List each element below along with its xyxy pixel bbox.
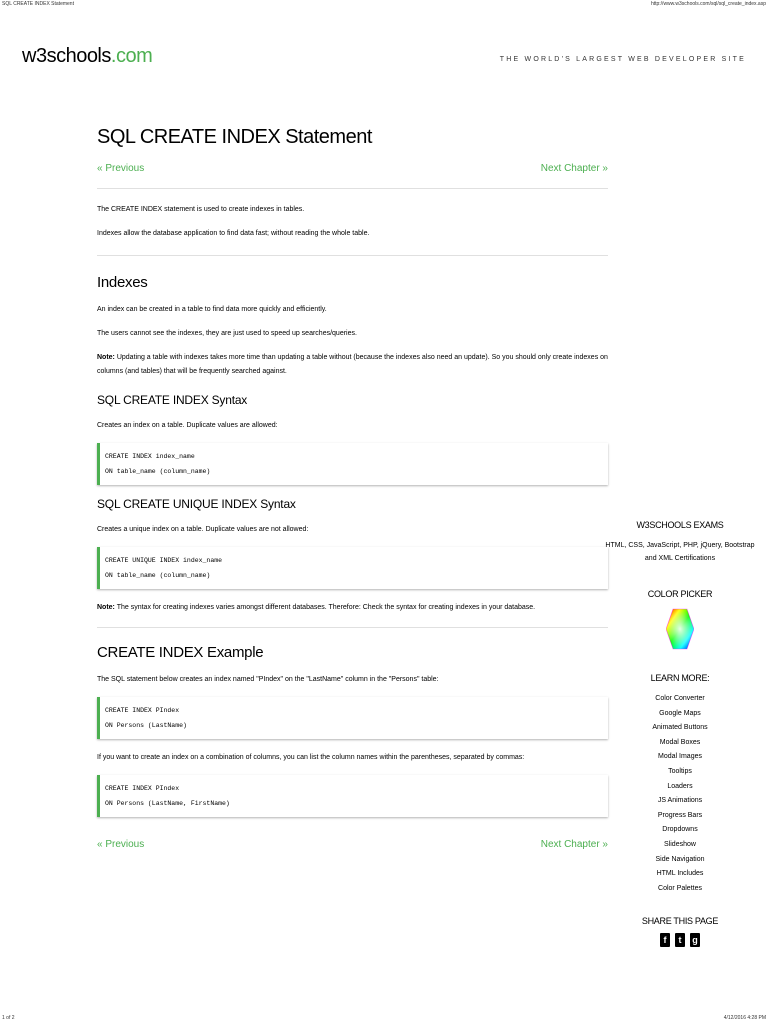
learn-more-link[interactable]: Dropdowns [662,826,698,834]
bottom-nav [97,839,608,850]
previous-link[interactable]: « Previous [97,839,145,850]
learn-more-link[interactable]: Modal Images [658,753,702,761]
print-header-url: http://www.w3schools.com/sql/sql_create_index.asp [650,1,766,7]
intro-paragraph-2: Indexes allow the database application to find data fast; without reading the whole table. [97,230,370,237]
learn-more-link[interactable]: Google Maps [659,709,701,717]
syntax-description: Creates an index on a table. Duplicate values are allowed: [97,422,278,429]
w3schools-logo[interactable] [22,45,152,68]
unique-syntax-description: Creates a unique index on a table. Duplicate values are not allowed: [97,526,309,533]
unique-syntax-heading: SQL CREATE UNIQUE INDEX Syntax [97,497,296,511]
learn-more-link[interactable]: Color Converter [655,695,705,702]
share-icons [605,933,755,947]
code-line: ON Persons (LastName) [105,722,187,729]
syntax-heading: SQL CREATE INDEX Syntax [97,393,248,407]
logo-domain: .com [110,45,153,67]
next-chapter-link[interactable]: Next Chapter » [540,163,608,174]
indexes-paragraph-1: An index can be created in a table to find data more quickly and efficiently. [97,306,327,313]
note-paragraph-2 [97,601,608,615]
indexes-paragraph-2: The users cannot see the indexes, they are just used to speed up searches/queries. [97,330,357,337]
note-text: The syntax for creating indexes varies amongst different databases. Therefore: Check the syntax for creating indexes in your database. [114,604,536,611]
facebook-icon[interactable]: f [660,933,670,947]
learn-more-link[interactable]: HTML Includes [656,870,704,878]
code-block-example [97,697,608,739]
divider [97,255,608,256]
learn-more-link[interactable]: Tooltips [668,767,692,775]
code-line: CREATE INDEX index_name [105,453,195,460]
right-sidebar [605,520,755,947]
learn-more-link[interactable]: Loaders [667,782,693,790]
note-text: Updating a table with indexes takes more time than updating a table without (because the indexes also need an update). So you should only create indexes on columns (and tables) that will be frequently searched against. [97,354,608,375]
indexes-heading: Indexes [97,274,148,291]
code-line: ON table_name (column_name) [105,572,211,579]
code-line: CREATE INDEX PIndex [105,707,180,714]
learn-more-list [605,692,755,896]
learn-more-link[interactable]: JS Animations [657,797,703,805]
note-paragraph [97,351,608,379]
previous-link[interactable]: « Previous [97,163,145,174]
exams-heading[interactable]: W3SCHOOLS EXAMS [636,520,724,530]
exams-text: HTML, CSS, JavaScript, PHP, jQuery, Bootstrap and XML Certifications [605,542,755,562]
code-line: ON Persons (LastName, FirstName) [105,800,230,807]
print-datetime: 4/12/2016 4:28 PM [723,1015,766,1021]
example-description: The SQL statement below creates an index named "PIndex" on the "LastName" column in the "Persons" table: [97,676,439,683]
code-block-unique [97,547,608,589]
code-line: ON table_name (column_name) [105,468,211,475]
divider [97,627,608,628]
learn-more-link[interactable]: Side Navigation [655,855,705,863]
learn-more-link[interactable]: Animated Buttons [652,724,708,732]
learn-more-link[interactable]: Slideshow [664,840,696,848]
combo-description: If you want to create an index on a combination of columns, you can list the column names within the parentheses, separated by commas: [97,754,525,761]
next-chapter-link[interactable]: Next Chapter » [540,839,608,850]
twitter-icon[interactable]: t [675,933,685,947]
divider [97,188,608,189]
code-block-combo [97,775,608,817]
learn-more-link[interactable]: Modal Boxes [659,738,701,746]
google-plus-icon[interactable]: g [690,933,700,947]
top-nav [97,163,608,174]
site-tagline: THE WORLD'S LARGEST WEB DEVELOPER SITE [499,56,746,63]
code-line: CREATE UNIQUE INDEX index_name [105,557,223,564]
learn-more-heading: LEARN MORE: [650,673,710,683]
learn-more-link[interactable]: Progress Bars [657,811,703,819]
main-content [97,126,608,864]
color-picker-icon[interactable] [666,608,694,650]
code-line: CREATE INDEX PIndex [105,785,180,792]
print-page-number: 1 of 2 [2,1015,15,1021]
logo-text: w3schools [22,45,111,67]
intro-paragraph-1: The CREATE INDEX statement is used to create indexes in tables. [97,206,305,213]
code-block-syntax [97,443,608,485]
example-heading: CREATE INDEX Example [97,644,264,661]
share-heading: SHARE THIS PAGE [641,916,719,927]
note-label: Note: [97,354,115,361]
note-label: Note: [97,604,115,611]
color-picker-heading[interactable]: COLOR PICKER [647,589,713,599]
page-title: SQL CREATE INDEX Statement [97,126,372,148]
print-header-title: SQL CREATE INDEX Statement [2,1,74,7]
learn-more-link[interactable]: Color Palettes [658,884,702,892]
